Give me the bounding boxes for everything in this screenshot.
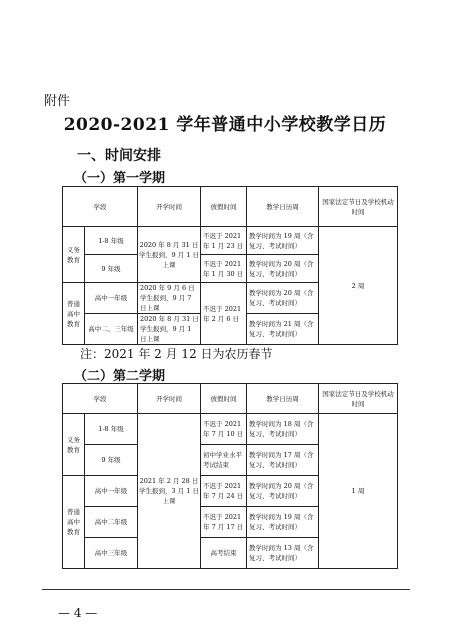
header-start: 开学时间	[138, 384, 201, 414]
header-flex: 国家法定节日及学校机动时间	[319, 187, 398, 227]
weeks-h1: 教学时间为 20 周（含复习、考试时间）	[247, 283, 319, 314]
holiday-1-8: 不迟于 2021 年 7 月 10 日	[201, 414, 247, 445]
semester2-table	[62, 383, 398, 569]
document-title: 2020-2021 学年普通中小学校教学日历	[63, 115, 387, 135]
header-start: 开学时间	[138, 187, 201, 227]
header-weeks: 教学日历周	[247, 384, 319, 414]
grade-h1: 高中一年级	[85, 283, 138, 314]
grade-1-8: 1-8 年级	[85, 414, 138, 445]
grade-h2: 高中二年级	[85, 507, 138, 538]
weeks-h23: 教学时间为 21 周（含复习、考试时间）	[247, 314, 319, 345]
header-stage: 学段	[63, 384, 138, 414]
start-compulsory: 2020 年 8 月 31 日学生报到，9 月 1 日上课	[138, 227, 201, 283]
weeks-h2: 教学时间为 19 周（含复习、考试时间）	[247, 507, 319, 538]
group-compulsory: 义务教育	[63, 414, 85, 476]
weeks-9: 教学时间为 17 周（含复习、考试时间）	[247, 445, 319, 476]
group-compulsory: 义务教育	[63, 227, 85, 283]
footer-divider	[42, 589, 410, 590]
grade-h1: 高中一年级	[85, 476, 138, 507]
header-holiday: 放假时间	[201, 384, 247, 414]
start-sem2: 2021 年 2 月 28 日学生报到，3 月 1 日上课	[138, 414, 201, 569]
holiday-h3: 高考结束	[201, 538, 247, 569]
weeks-h1: 教学时间为 20 周（含复习、考试时间）	[247, 476, 319, 507]
grade-9: 9 年级	[85, 445, 138, 476]
group-high: 普通高中教育	[63, 476, 85, 569]
holiday-1-8: 不迟于 2021 年 1 月 23 日	[201, 227, 247, 255]
weeks-1-8: 教学时间为 18 周（含复习、考试时间）	[247, 414, 319, 445]
grade-h23: 高中二、三年级	[85, 314, 138, 345]
semester2-heading: （二）第二学期	[74, 369, 166, 384]
semester1-heading: （一）第一学期	[74, 171, 166, 186]
holiday-h1: 不迟于 2021 年 7 月 24 日	[201, 476, 247, 507]
header-flex: 国家法定节日及学校机动时间	[319, 384, 398, 414]
header-weeks: 教学日历周	[247, 187, 319, 227]
holiday-9: 初中学业水平考试结束	[201, 445, 247, 476]
group-high: 普通高中教育	[63, 283, 85, 345]
semester1-table	[62, 186, 398, 345]
holiday-h2: 不迟于 2021 年 7 月 17 日	[201, 507, 247, 538]
page-number: — 4 —	[58, 606, 98, 620]
holiday-high: 不迟于 2021 年 2 月 6 日	[201, 283, 247, 345]
attachment-label: 附件	[44, 94, 71, 109]
start-h23: 2020 年 8 月 31 日学生报到，9 月 1 日上课	[138, 314, 201, 345]
flex-time: 1 周	[319, 414, 398, 569]
flex-time: 2 周	[319, 227, 398, 345]
weeks-9: 教学时间为 20 周（含复习、考试时间）	[247, 255, 319, 283]
header-holiday: 放假时间	[201, 187, 247, 227]
holiday-9: 不迟于 2021 年 1 月 30 日	[201, 255, 247, 283]
section-heading: 一、时间安排	[77, 148, 161, 164]
weeks-h3: 教学时间为 13 周（含复习、考试时间）	[247, 538, 319, 569]
grade-h3: 高中三年级	[85, 538, 138, 569]
lunar-new-year-note: 注：2021 年 2 月 12 日为农历春节	[80, 347, 273, 361]
grade-1-8: 1-8 年级	[85, 227, 138, 255]
grade-9: 9 年级	[85, 255, 138, 283]
start-h1: 2020 年 9 月 6 日学生报到，9 月 7 日上课	[138, 283, 201, 314]
weeks-1-8: 教学时间为 19 周（含复习、考试时间）	[247, 227, 319, 255]
header-stage: 学段	[63, 187, 138, 227]
